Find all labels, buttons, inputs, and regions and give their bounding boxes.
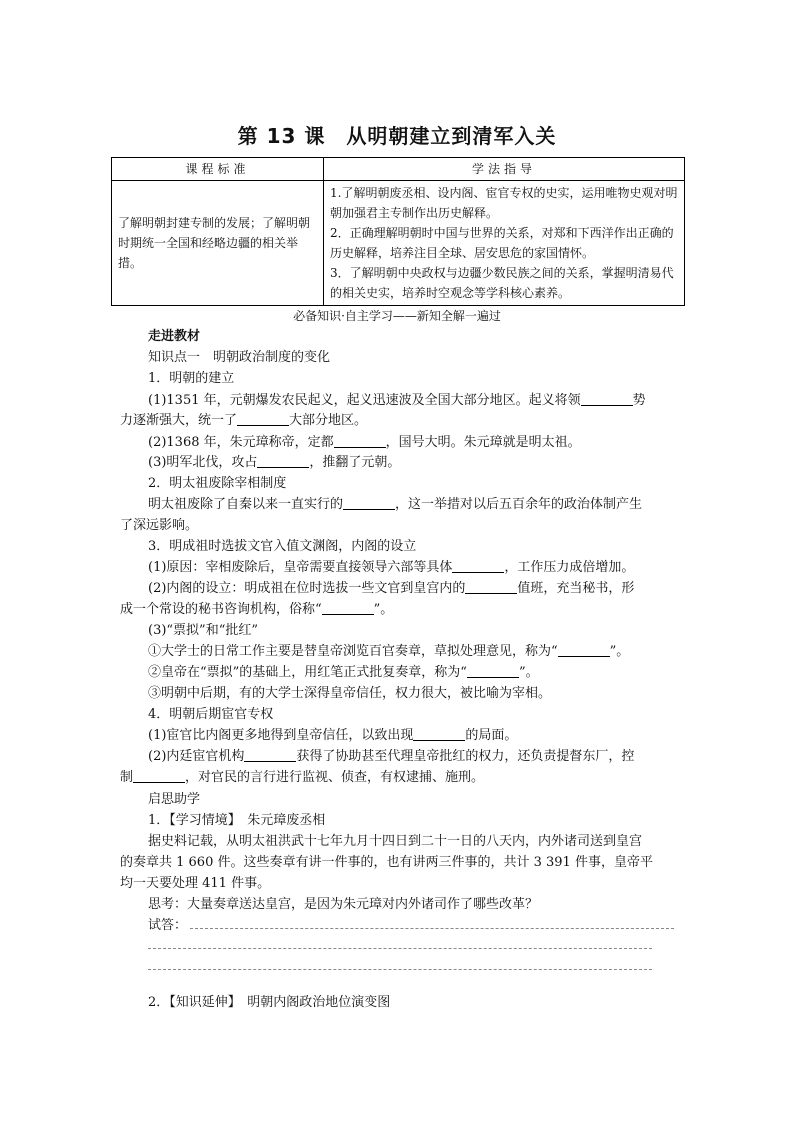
text-line: 明太祖废除了自秦以来一直实行的 ，这一举措对以后五百余年的政治体制产生 bbox=[148, 497, 643, 512]
fill-blank[interactable] bbox=[413, 726, 465, 741]
section-title: 必备知识·自主学习——新知全解一遍过 bbox=[293, 309, 501, 323]
text-line: (2)内廷宦官机构 获得了协助甚至代理皇帝批红的权力，还负责提督东厂，控 bbox=[148, 749, 635, 764]
text-line: (3)明军北伐，攻占 ，推翻了元朝。 bbox=[148, 455, 401, 470]
answer-line[interactable] bbox=[148, 948, 652, 949]
text-line: ②皇帝在“票拟”的基础上，用红笔正式批复奏章，称为“ ”。 bbox=[148, 665, 539, 680]
text-line: ③明朝中后期，有的大学士深得皇帝信任，权力很大，被比喻为宰相。 bbox=[148, 686, 552, 701]
fill-blank[interactable] bbox=[465, 579, 517, 594]
text-line: 均一天要处理 411 件事。 bbox=[120, 876, 271, 891]
fill-blank[interactable] bbox=[467, 663, 519, 678]
subheading: 3．明成祖时选拔文官入值文渊阁，内阁的设立 bbox=[148, 539, 417, 554]
guidance-cell bbox=[324, 181, 685, 306]
curriculum-standard-text: 了解明朝封建专制的发展；了解明朝时期统一全国和经略边疆的相关举措。 bbox=[112, 181, 324, 306]
fill-blank[interactable] bbox=[133, 768, 185, 783]
text-line: (2)1368 年，朱元璋称帝，定都 ，国号大明。朱元璋就是明太祖。 bbox=[148, 435, 581, 450]
knowledge-point-title: 知识点一 明朝政治制度的变化 bbox=[148, 350, 331, 365]
text-line: (1)1351 年，元朝爆发农民起义，起义迅速波及全国大部分地区。起义将领 势 bbox=[148, 393, 646, 408]
fill-blank[interactable] bbox=[322, 600, 374, 615]
knowledge-extension-title: 2．【知识延伸】 明朝内阁政治地位演变图 bbox=[148, 995, 391, 1010]
curriculum-table bbox=[111, 157, 685, 306]
text-line: 了深远影响。 bbox=[120, 518, 199, 533]
text-line: 的奏章共 1 660 件。这些奏章有讲一件事的，也有讲两三件事的，共计 3 391 件事，皇帝平 bbox=[120, 855, 653, 870]
table-header-standard: 课程标准 bbox=[112, 158, 324, 181]
heading-textbook: 走进教材 bbox=[148, 329, 201, 344]
text-line: 制 ，对官民的言行进行监视、侦查，有权逮捕、施刑。 bbox=[120, 770, 485, 785]
guidance-item: 1.了解明朝废丞相、设内阁、宦官专权的史实，运用唯物史观对明朝加强君主专制作出历史解释。 bbox=[330, 186, 678, 220]
fill-blank[interactable] bbox=[452, 558, 504, 573]
lesson-title: 第 13 课 从明朝建立到清军入关 bbox=[237, 124, 557, 148]
table-header-guidance: 学法指导 bbox=[324, 158, 685, 181]
answer-label: 试答： bbox=[148, 918, 188, 933]
fill-blank[interactable] bbox=[558, 642, 610, 657]
answer-line[interactable] bbox=[190, 928, 674, 929]
text-line: (1)宦官比内阁更多地得到皇帝信任，以致出现 的局面。 bbox=[148, 728, 518, 743]
text-line: ①大学士的日常工作主要是替皇帝浏览百官奏章，草拟处理意见，称为“ ”。 bbox=[148, 644, 630, 659]
subheading: 4．明朝后期宦官专权 bbox=[148, 707, 274, 722]
text-line: 据史料记载，从明太祖洪武十七年九月十四日到二十一日的八天内，内外诸司送到皇宫 bbox=[148, 834, 643, 849]
fill-blank[interactable] bbox=[257, 453, 309, 468]
heading-inspire: 启思助学 bbox=[148, 792, 201, 807]
text-line: (2)内阁的设立：明成祖在位时选拔一些文官到皇宫内的 值班，充当秘书，形 bbox=[148, 581, 635, 596]
fill-blank[interactable] bbox=[244, 747, 296, 762]
text-line: (3)“票拟”和“批红” bbox=[148, 623, 258, 638]
fill-blank[interactable] bbox=[581, 391, 633, 406]
answer-line[interactable] bbox=[148, 969, 652, 970]
guidance-item: 2．正确理解明朝时中国与世界的关系，对郑和下西洋作出正确的历史解释，培养注目全球、居安思危的家国情怀。 bbox=[330, 226, 674, 260]
text-line: (1)原因：宰相废除后，皇帝需要直接领导六部等具体 ，工作压力成倍增加。 bbox=[148, 560, 635, 575]
guidance-item: 3．了解明朝中央政权与边疆少数民族之间的关系，掌握明清易代的相关史实，培养时空观念等学科核心素养。 bbox=[330, 266, 674, 300]
text-line: 力逐渐强大，统一了 大部分地区。 bbox=[120, 413, 368, 428]
subheading: 2．明太祖废除宰相制度 bbox=[148, 476, 287, 491]
fill-blank[interactable] bbox=[334, 433, 386, 448]
subheading: 1．明朝的建立 bbox=[148, 371, 235, 386]
fill-blank[interactable] bbox=[237, 411, 289, 426]
question-text: 思考：大量奏章送达皇宫，是因为朱元璋对内外诸司作了哪些改革？ bbox=[148, 897, 539, 912]
text-line: 成一个常设的秘书咨询机构，俗称“ ”。 bbox=[120, 602, 394, 617]
learning-scenario-title: 1．【学习情境】 朱元璋废丞相 bbox=[148, 813, 326, 828]
fill-blank[interactable] bbox=[343, 495, 395, 510]
